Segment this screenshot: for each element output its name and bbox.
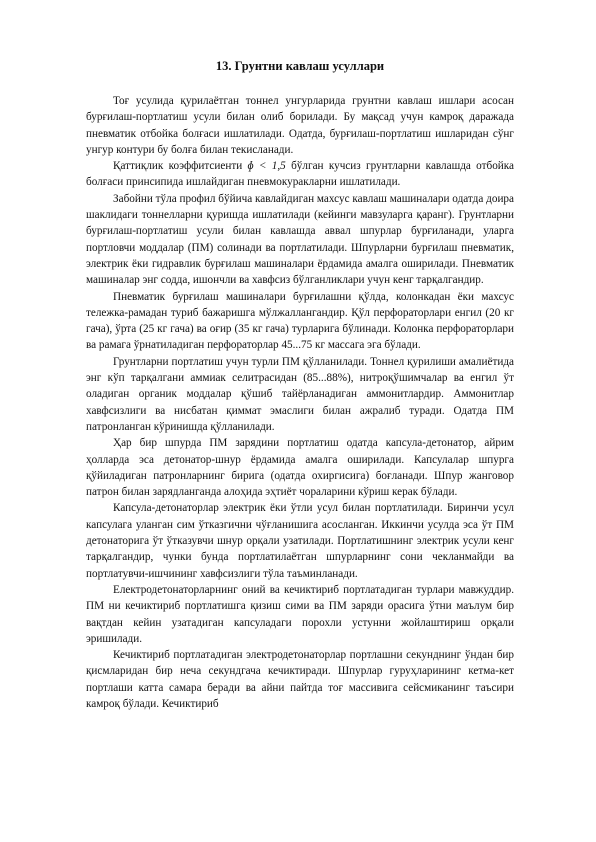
paragraph-1: Тоғ усулида қурилаётган тоннел унгурларида грунтни кавлаш ишлари асосан бурғилаш-портлатиш усули билан олиб борилади. Бу мақсад учун камроқ даражада пневматик отбойка болғаси ишлатилади. Одатда, бурғилаш-портлатиш ишларидан сўнг унгур контури бу болға билан текисланади. [86, 95, 514, 156]
paragraph-2-lead: Қаттиқлик коэффитсиенти [113, 160, 243, 173]
paragraph-2 [86, 158, 514, 191]
strength-formula: ɸ < 1,5 [247, 160, 286, 173]
document-page [86, 58, 514, 712]
paragraph-9: Кечиктириб портлатадиган электродетонаторлар портлашни секунднинг ўндан бир қисмларидан бир неча секундгача кечиктиради. Шпурлар гуруҳларининг кетма-кет портлаши катта самара беради ва айни пайтда тоғ массивига сейсмиканинг таъсири камроқ бўлади. Кечиктириб [86, 649, 514, 710]
paragraph-6: Ҳар бир шпурда ПМ зарядини портлатиш одатда капсула-детонатор, айрим ҳолларда эса детонатор-шнур ёрдамида амалга оширилади. Капсулалар шпурга қўйиладиган патронларнинг бирига (одатда охиргисига) боғланади. Шпур жанговор патрон билан зарядланганда алоҳида эҳтиёт чораларини кўриш керак бўлади. [86, 437, 514, 499]
paragraph-7: Капсула-детонаторлар электрик ёки ўтли усул билан портлатилади. Биринчи усул капсулага уланган сим ўтказгични чўғланишига асосланган. Иккинчи усулда эса ўт ПМ детонаторига ўт ўтказувчи шнур орқали узатилади. Портлатишнинг электрик усули кенг тарқалгандир, чунки бунда портлатилаётган шпурларнинг сони чекланмайди ва портлатувчи-ишчининг хавфсизлиги тўла таъминланади. [86, 502, 514, 580]
paragraph-2-tail: бўлган кучсиз грунтларни кавлашда отбойка болғаси принсипида ишлайдиган пневмокуракларни ишлатилади. [86, 160, 515, 189]
paragraph-4: Пневматик бурғилаш машиналари бурғилашни қўлда, колонкадан ёки махсус тележка-рамадан туриб бажаришга мўлжаллангандир. Қўл перфораторлари енгил (20 кг гача), ўрта (25 кг гача) ва оғир (35 кг гача) турларига бўлинади. Колонка перфораторлари ва рамага ўрнатиладиган перфораторлар 45...75 кг массага эга бўлади. [86, 290, 514, 352]
paragraph-5: Грунтларни портлатиш учун турли ПМ қўлланилади. Тоннел қурилиши амалиётида энг кўп тарқалгани аммиак селитрасидан (85...88%), нитроқўшимчалар ва енгил ўт оладиган органик моддалар қўшиб тайёрланадиган аммонитлардир. Аммонитлар хавфсизлиги ва нисбатан қиммат эмаслиги билан ажралиб туради. Одатда ПМ патронланган кўринишда қўлланилади. [86, 355, 514, 433]
section-title: 13. Грунтни кавлаш усуллари [215, 59, 385, 73]
paragraph-8: Електродетонаторларнинг оний ва кечиктириб портлатадиган турлари мавжуддир. ПМ ни кечиктириб портлатишга қизиш сими ва ПМ заряди орасига ўтни маълум бир вақтдан кейин узатадиган капсуладаги порохли устунни жойлаштириш орқали эришилади. [86, 583, 514, 645]
paragraph-3: Забойни тўла профил бўйича кавлайдиган махсус кавлаш машиналари одатда доира шаклидаги тоннелларни қуришда ишлатилади (кейинги мавзуларга қаранг). Грунтларни бурғилаш-портлатиш усули билан кавлашда аввал шпурлар бурғиланади, уларга портловчи моддалар (ПМ) солинади ва портлатилади. Шпурларни бурғилаш пневматик, электрик ёки гидравлик бурғилаш машиналари ёрдамида амалга оширилади. Пневматик машиналар энг содда, ишончли ва хавфсиз бўлганликлари учун кенг тарқалгандир. [86, 192, 514, 287]
